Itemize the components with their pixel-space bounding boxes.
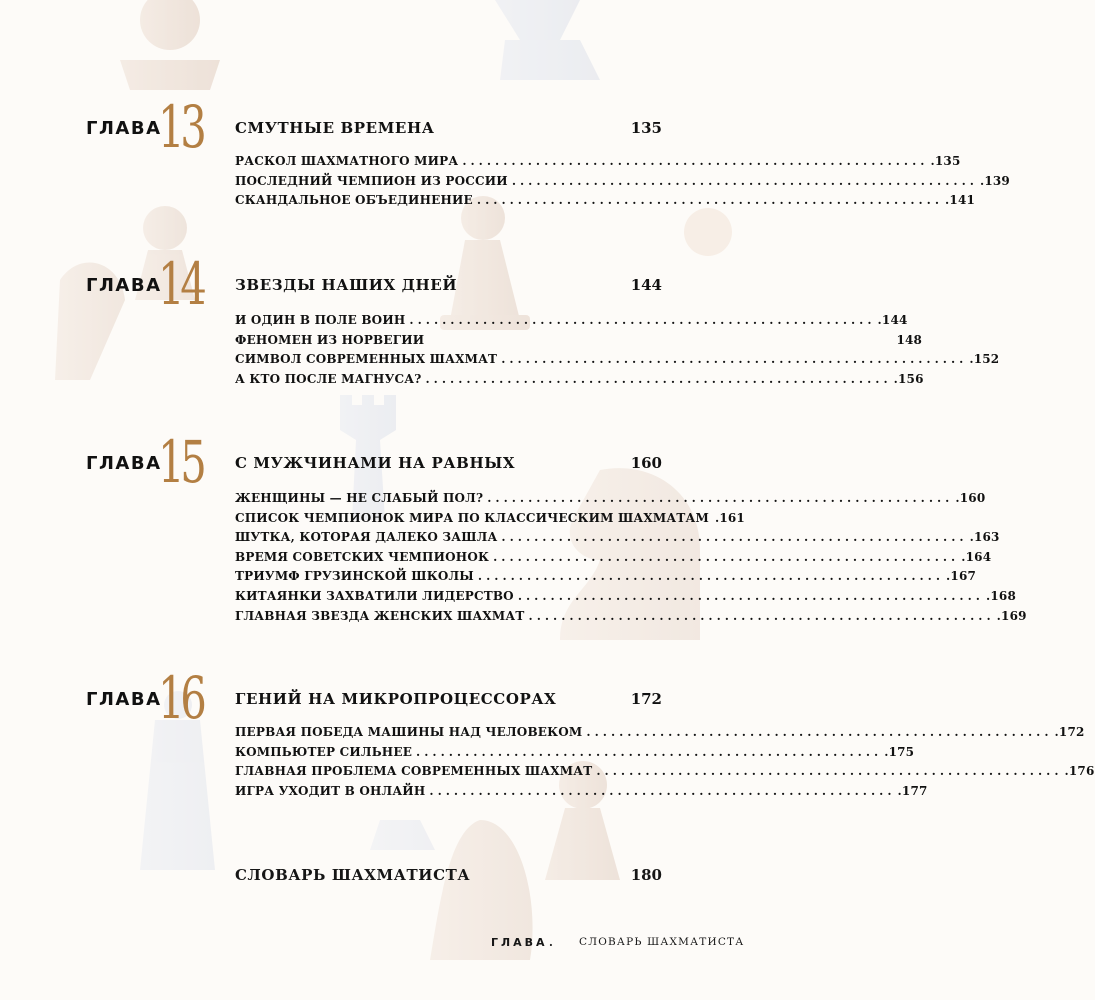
chapter-page: 160 (630, 454, 662, 472)
toc-item-page: .160 (955, 491, 986, 505)
chess-pawn-icon (684, 208, 732, 256)
chapter-number: 14 (158, 250, 203, 318)
toc-item-label: СПИСОК ЧЕМПИОНОК МИРА ПО КЛАССИЧЕСКИМ ШАХМАТАМ (235, 510, 709, 525)
toc-item-page: .144 (877, 313, 908, 327)
toc-item-label: ЖЕНЩИНЫ — НЕ СЛАБЫЙ ПОЛ? (235, 491, 484, 505)
chapter-items (235, 725, 1095, 803)
toc-item[interactable] (235, 608, 1027, 629)
chapter-number: 15 (158, 428, 203, 496)
toc-item[interactable] (235, 725, 1085, 745)
toc-item[interactable] (235, 764, 1095, 784)
toc-item-label: СКАНДАЛЬНОЕ ОБЪЕДИНЕНИЕ (235, 193, 473, 208)
chapter-label: ГЛАВА (86, 689, 162, 710)
toc-item-page: .156 (893, 371, 924, 386)
toc-item[interactable] (235, 193, 976, 213)
chapter-title[interactable]: С МУЖЧИНАМИ НА РАВНЫХ (235, 454, 516, 472)
toc-item-label: ФЕНОМЕН ИЗ НОРВЕГИИ (235, 332, 425, 347)
glossary-title: СЛОВАРЬ ШАХМАТИСТА (235, 866, 471, 884)
toc-item-label: ТРИУМФ ГРУЗИНСКОЙ ШКОЛЫ (235, 569, 474, 584)
toc-item[interactable] (235, 313, 908, 333)
toc-item-page: .175 (884, 744, 915, 759)
toc-item[interactable] (235, 510, 745, 531)
chapter-page: 144 (630, 276, 662, 294)
toc-item[interactable] (235, 491, 986, 511)
toc-item-label: А КТО ПОСЛЕ МАГНУСА? (235, 371, 422, 386)
toc-item[interactable] (235, 549, 992, 570)
toc-item-page: .164 (961, 549, 992, 564)
toc-item[interactable] (235, 569, 977, 589)
chess-pawn-icon (120, 0, 220, 90)
chess-pawn-icon (495, 0, 600, 80)
toc-item-label: КОМПЬЮТЕР СИЛЬНЕЕ (235, 744, 413, 759)
toc-item-label: КИТАЯНКИ ЗАХВАТИЛИ ЛИДЕРСТВО (235, 588, 514, 603)
leader-dots: ......................................................... (409, 313, 876, 327)
toc-item[interactable] (235, 173, 1010, 194)
toc-item-page: .176 (1064, 764, 1095, 779)
leader-dots: ......................................................... (462, 154, 929, 168)
toc-item[interactable] (235, 530, 1000, 550)
toc-item[interactable] (235, 154, 961, 174)
toc-item-label: СИМВОЛ СОВРЕМЕННЫХ ШАХМАТ (235, 352, 498, 367)
toc-item-page: .135 (930, 154, 961, 168)
leader-dots: ......................................................... (501, 352, 968, 367)
footer-section: СЛОВАРЬ ШАХМАТИСТА (579, 936, 745, 948)
toc-item-label: ИГРА УХОДИТ В ОНЛАЙН (235, 783, 426, 798)
toc-item-page: .172 (1054, 725, 1085, 739)
chapter-items (235, 491, 1027, 628)
chapter-label: ГЛАВА (86, 453, 162, 474)
toc-item-label: ГЛАВНАЯ ЗВЕЗДА ЖЕНСКИХ ШАХМАТ (235, 608, 525, 623)
toc-item-label: РАСКОЛ ШАХМАТНОГО МИРА (235, 154, 459, 168)
leader-dots: ......................................................... (477, 569, 945, 584)
toc-item-label: ПОСЛЕДНИЙ ЧЕМПИОН ИЗ РОССИИ (235, 173, 508, 188)
toc-item[interactable] (235, 352, 1000, 372)
chapter-label: ГЛАВА (86, 118, 162, 139)
toc-item[interactable] (235, 744, 915, 765)
leader-dots: ......................................................... (425, 371, 892, 386)
chapter-items (235, 154, 1010, 213)
chapter-title[interactable]: ГЕНИЙ НА МИКРОПРОЦЕССОРАХ (235, 690, 557, 708)
glossary-page: 180 (630, 866, 662, 884)
toc-item-page: .177 (897, 783, 928, 798)
toc-item-page: .169 (996, 608, 1027, 623)
chapter-title[interactable]: СМУТНЫЕ ВРЕМЕНА (235, 119, 435, 137)
leader-dots: ......................................................... (586, 725, 1053, 739)
toc-item-page: .163 (969, 530, 1000, 545)
chapter-title[interactable]: ЗВЕЗДЫ НАШИХ ДНЕЙ (235, 276, 458, 294)
toc-item-page: .139 (979, 173, 1010, 188)
footer-chapter-word: ГЛАВА (491, 936, 548, 949)
leader-dots: ......................................................... (528, 608, 995, 623)
footer-separator: . (549, 936, 553, 949)
toc-item[interactable] (235, 588, 1016, 609)
toc-item[interactable] (235, 783, 928, 804)
leader-dots: ......................................................... (476, 193, 944, 208)
toc-item-page: .167 (946, 569, 977, 584)
chess-pawn-icon (440, 196, 530, 330)
chapter-page: 135 (630, 119, 662, 137)
toc-item-page: .168 (985, 588, 1016, 603)
toc-item-label: ГЛАВНАЯ ПРОБЛЕМА СОВРЕМЕННЫХ ШАХМАТ (235, 764, 593, 779)
leader-dots: ......................................................... (596, 764, 1063, 779)
leader-dots: ......................................................... (416, 744, 883, 759)
leader-dots: ......................................................... (493, 549, 960, 564)
toc-item-label: И ОДИН В ПОЛЕ ВОИН (235, 313, 406, 327)
leader-dots: ......................................................... (511, 173, 978, 188)
chapter-items (235, 313, 1000, 391)
leader-dots: ......................................................... (517, 588, 984, 603)
toc-item-label: ПЕРВАЯ ПОБЕДА МАШИНЫ НАД ЧЕЛОВЕКОМ (235, 725, 583, 739)
leader-dots: ......................................................... (429, 783, 896, 798)
chapter-label: ГЛАВА (86, 275, 162, 296)
toc-item-page: .161 (714, 510, 745, 525)
chapter-page: 172 (630, 690, 662, 708)
toc-item-label: ШУТКА, КОТОРАЯ ДАЛЕКО ЗАШЛА (235, 530, 498, 545)
toc-item-page: 148 (896, 332, 923, 347)
chess-pawn-icon (370, 820, 435, 850)
chapter-number: 16 (158, 664, 203, 732)
toc-item-label: ВРЕМЯ СОВЕТСКИХ ЧЕМПИОНОК (235, 549, 490, 564)
toc-item-page: .152 (969, 352, 1000, 367)
chapter-number: 13 (158, 93, 203, 161)
toc-item[interactable] (235, 332, 923, 353)
toc-item-page: .141 (945, 193, 976, 208)
leader-dots: ......................................................... (487, 491, 954, 505)
toc-item[interactable] (235, 371, 924, 392)
leader-dots: ......................................................... (501, 530, 968, 545)
